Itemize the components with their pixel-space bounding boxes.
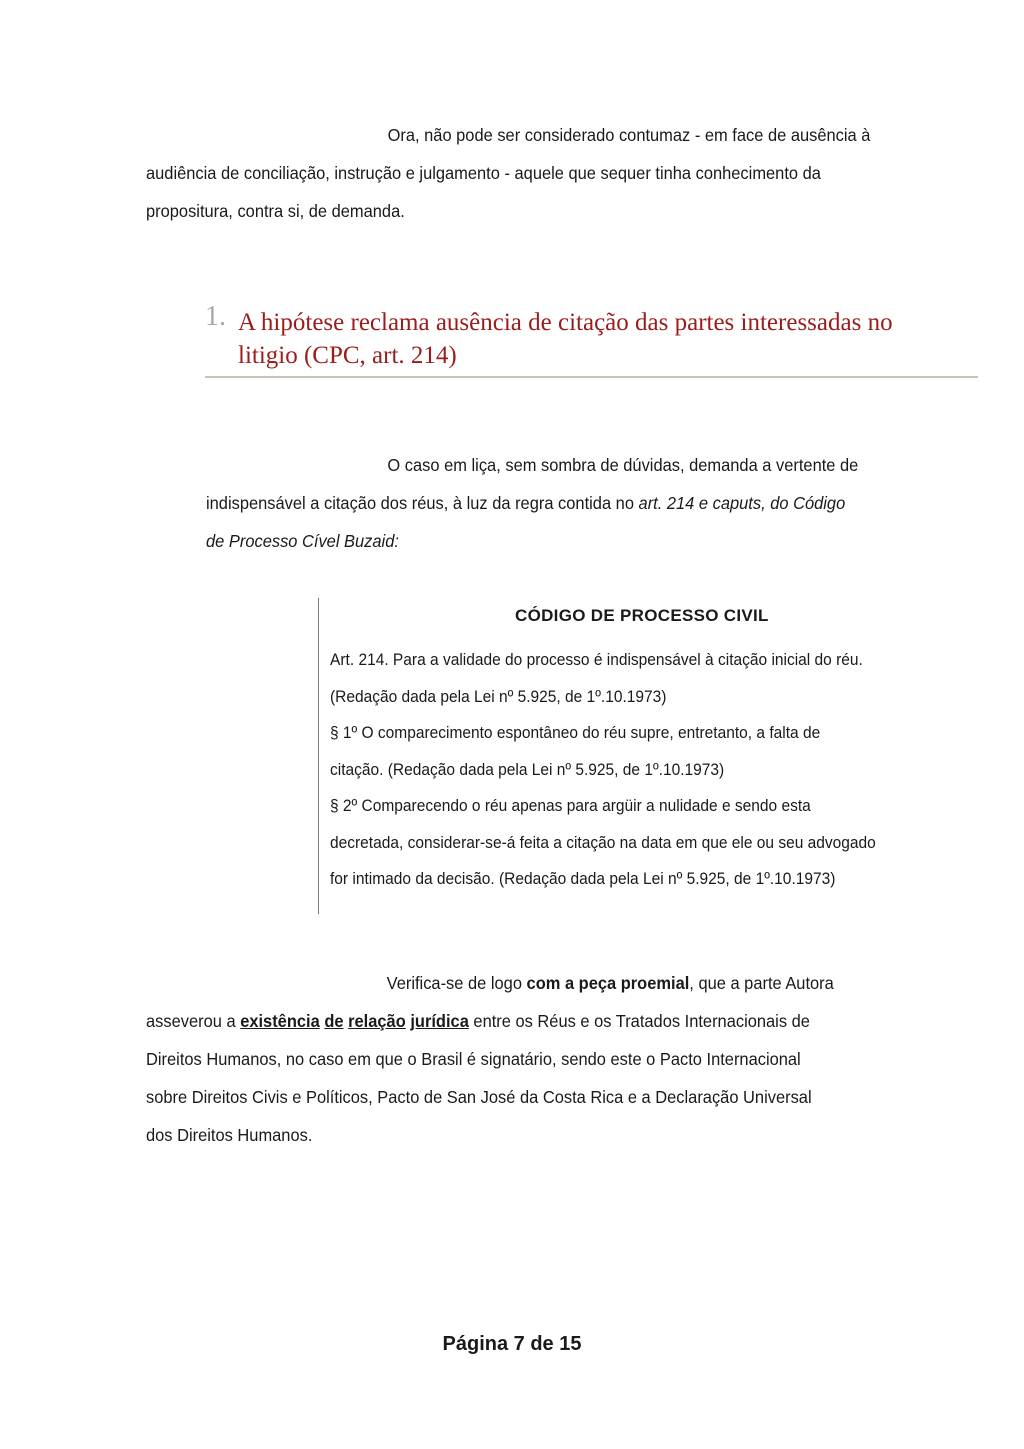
paragraph-line: Direitos Humanos, no caso em que o Brasil é signatário, sendo este o Pacto Internacional (146, 1049, 801, 1069)
heading-line: A hipótese reclama ausência de citação das partes interessadas no (238, 309, 893, 336)
heading-divider (205, 376, 978, 378)
page-number: Página 7 de 15 (442, 1333, 582, 1355)
underlined-word: jurídica (410, 1011, 469, 1031)
legal-quote-block (318, 598, 979, 914)
paragraph-verifica-se (146, 964, 978, 1154)
quote-body (330, 642, 974, 898)
text-run: entre os Réus e os Tratados Internacionais de (468, 1011, 810, 1031)
underlined-word: relação (348, 1011, 406, 1031)
paragraph-line: dos Direitos Humanos. (146, 1125, 313, 1145)
italic-citation: art. 214 e caputs, do Código (638, 493, 846, 513)
underlined-word: de (324, 1011, 344, 1031)
underlined-word: existência (240, 1011, 320, 1031)
text-run: asseverou a (146, 1011, 241, 1031)
quote-line: Art. 214. Para a validade do processo é indispensável à citação inicial do réu. (330, 651, 863, 669)
quote-line: § 1º O comparecimento espontâneo do réu supre, entretanto, a falta de (330, 724, 821, 742)
heading-line: litigio (CPC, art. 214) (238, 342, 457, 369)
paragraph-line: Ora, não pode ser considerado contumaz - em face de ausência à (387, 125, 871, 145)
quote-line: for intimado da decisão. (Redação dada pela Lei nº 5.925, de 1º.10.1973) (330, 870, 836, 888)
quote-line: decretada, considerar-se-á feita a citação na data em que ele ou seu advogado (330, 833, 876, 852)
paragraph-line: audiência de conciliação, instrução e julgamento - aquele que sequer tinha conhecimento da (146, 163, 821, 183)
text-run: indispensável a citação dos réus, à luz da regra contida no (206, 493, 639, 513)
quote-line: § 2º Comparecendo o réu apenas para argüir a nulidade e sendo esta (330, 797, 811, 815)
paragraph-line (206, 522, 976, 560)
paragraph-line (146, 1002, 978, 1040)
paragraph-contumaz (146, 116, 978, 230)
heading-number: 1. (205, 301, 226, 332)
text-run: Verifica-se de logo (386, 973, 527, 993)
paragraph-caso-em-lica (206, 446, 976, 560)
paragraph-line: propositura, contra si, de demanda. (146, 201, 405, 221)
bold-phrase: com a peça proemial (526, 973, 690, 993)
paragraph-line: O caso em liça, sem sombra de dúvidas, demanda a vertente de (387, 455, 859, 475)
quote-title: CÓDIGO DE PROCESSO CIVIL (515, 606, 769, 625)
paragraph-line (206, 484, 976, 522)
paragraph-line (146, 964, 978, 1002)
quote-line: citação. (Redação dada pela Lei nº 5.925, de 1º.10.1973) (330, 760, 725, 779)
italic-citation: de Processo Cível Buzaid: (206, 531, 399, 551)
text-run: , que a parte Autora (689, 973, 834, 993)
quote-line: (Redação dada pela Lei nº 5.925, de 1º.10.1973) (330, 687, 667, 706)
paragraph-line: sobre Direitos Civis e Políticos, Pacto de San José da Costa Rica e a Declaração Universal (146, 1087, 812, 1107)
